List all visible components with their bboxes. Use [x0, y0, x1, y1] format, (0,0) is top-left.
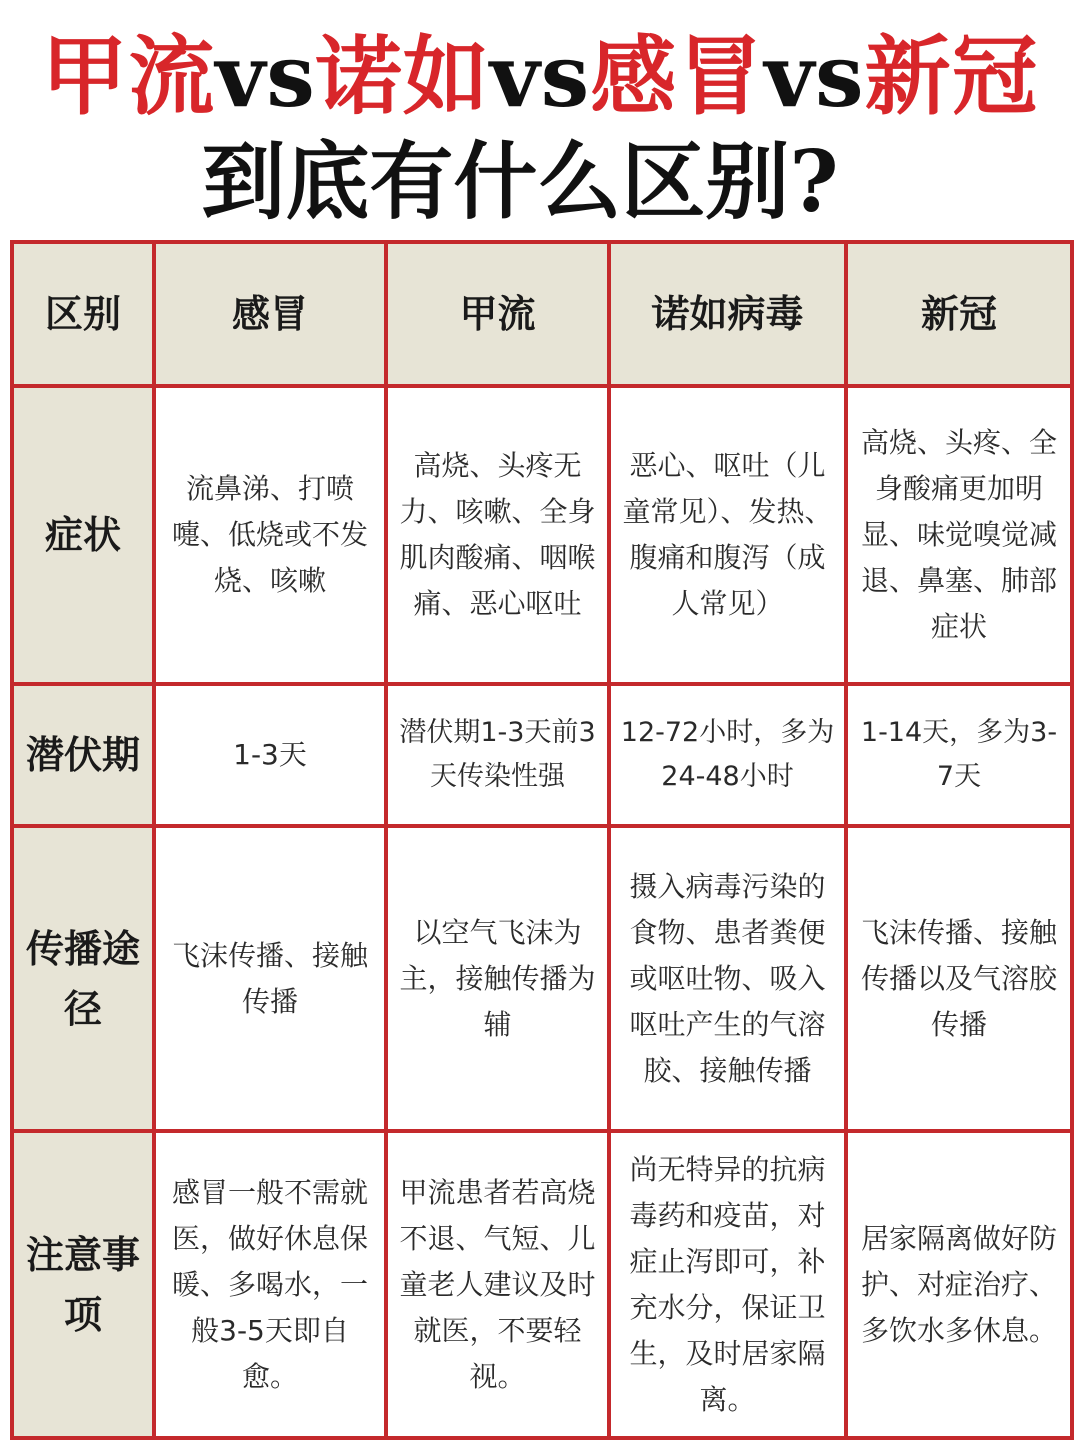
- page-title: [0, 22, 1080, 132]
- header-covid: 新冠: [846, 242, 1072, 386]
- title-vs-2: vs: [489, 26, 591, 127]
- row-label-incubation: 潜伏期: [12, 684, 154, 826]
- cell-incubation-covid: 1-14天，多为3-7天: [846, 684, 1072, 826]
- cell-transmission-flu-a: 以空气飞沫为主，接触传播为辅: [386, 826, 609, 1131]
- table-row-symptoms: [12, 386, 1072, 684]
- cell-transmission-cold: 飞沫传播、接触传播: [154, 826, 386, 1131]
- title-vs-3: vs: [764, 26, 865, 127]
- cell-symptoms-norovirus: 恶心、呕吐（儿童常见）、发热、腹痛和腹泻（成人常见）: [609, 386, 846, 684]
- title-flu-a: 甲流: [41, 26, 216, 127]
- cell-symptoms-flu-a: 高烧、头疼无力、咳嗽、全身肌肉酸痛、咽喉痛、恶心呕吐: [386, 386, 609, 684]
- title-norovirus: 诺如: [315, 26, 490, 127]
- table-row-incubation: [12, 684, 1072, 826]
- cell-symptoms-covid: 高烧、头疼、全身酸痛更加明显、味觉嗅觉减退、鼻塞、肺部症状: [846, 386, 1072, 684]
- cell-symptoms-cold: 流鼻涕、打喷嚏、低烧或不发烧、咳嗽: [154, 386, 386, 684]
- title-cold: 感冒: [590, 26, 765, 127]
- cell-incubation-cold: 1-3天: [154, 684, 386, 826]
- title-covid: 新冠: [864, 26, 1039, 127]
- cell-notes-cold: 感冒一般不需就医，做好休息保暖、多喝水，一般3-5天即自愈。: [154, 1131, 386, 1438]
- row-label-symptoms: 症状: [12, 386, 154, 684]
- header-cold: 感冒: [154, 242, 386, 386]
- table-header-row: [12, 242, 1072, 386]
- cell-notes-norovirus: 尚无特异的抗病毒药和疫苗，对症止泻即可，补充水分，保证卫生，及时居家隔离。: [609, 1131, 846, 1438]
- cell-transmission-covid: 飞沫传播、接触传播以及气溶胶传播: [846, 826, 1072, 1131]
- page-subtitle: 到底有什么区别?: [201, 132, 839, 231]
- table-row-notes: [12, 1131, 1072, 1438]
- header-difference: 区别: [12, 242, 154, 386]
- cell-notes-flu-a: 甲流患者若高烧不退、气短、儿童老人建议及时就医，不要轻视。: [386, 1131, 609, 1438]
- row-label-transmission: 传播途径: [12, 826, 154, 1131]
- title-vs-1: vs: [215, 26, 316, 127]
- cell-incubation-norovirus: 12-72小时，多为24-48小时: [609, 684, 846, 826]
- header-norovirus: 诺如病毒: [609, 242, 846, 386]
- row-label-notes: 注意事项: [12, 1131, 154, 1438]
- cell-transmission-norovirus: 摄入病毒污染的食物、患者粪便或呕吐物、吸入呕吐产生的气溶胶、接触传播: [609, 826, 846, 1131]
- comparison-table: [10, 240, 1074, 1440]
- table-row-transmission: [12, 826, 1072, 1131]
- header-flu-a: 甲流: [386, 242, 609, 386]
- cell-notes-covid: 居家隔离做好防护、对症治疗、多饮水多休息。: [846, 1131, 1072, 1438]
- cell-incubation-flu-a: 潜伏期1-3天前3天传染性强: [386, 684, 609, 826]
